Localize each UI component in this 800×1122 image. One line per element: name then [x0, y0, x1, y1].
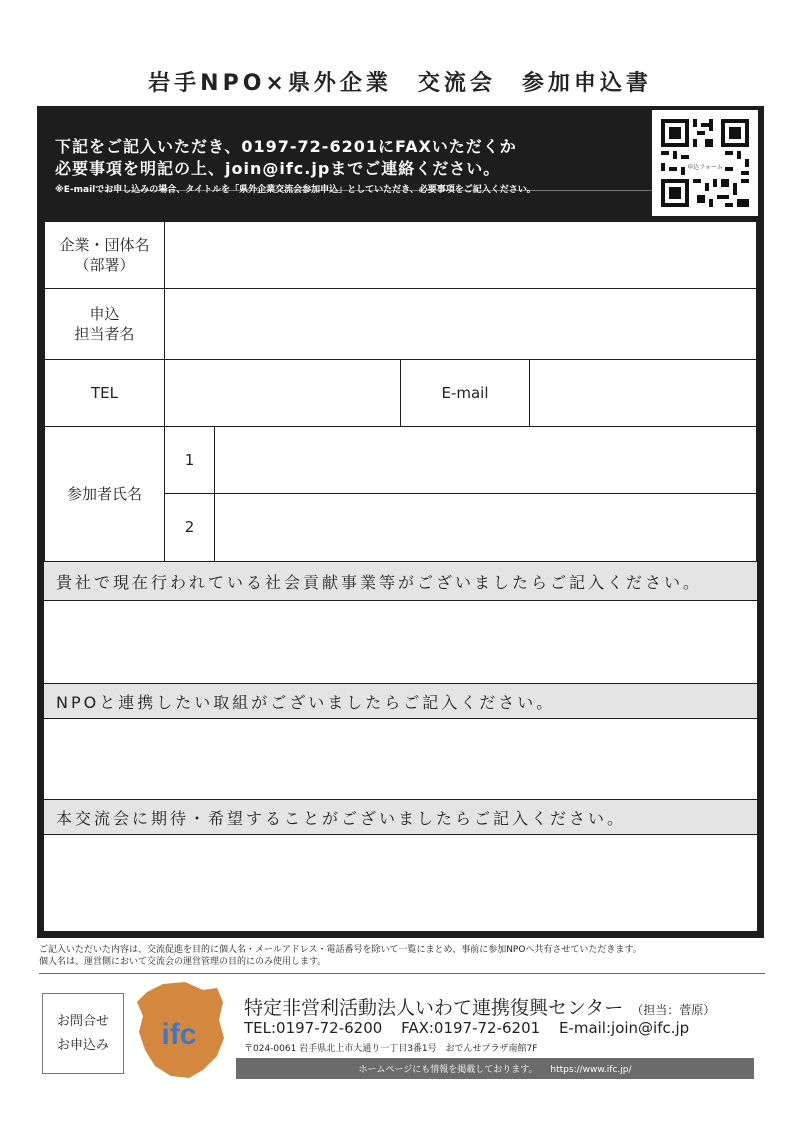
tel-field[interactable]: [164, 359, 401, 427]
qr-label: 申込フォーム: [685, 162, 725, 171]
question-expectations-heading: 本交流会に期待・希望することがございましたらご記入ください。: [44, 799, 757, 835]
org-contacts: TEL:0197-72-6200 FAX:0197-72-6201 E-mail:join@ifc.jp: [244, 1019, 690, 1037]
participant-number-2: 2: [164, 493, 215, 562]
footer-divider: [39, 973, 765, 974]
privacy-line-2: 個人名は、運営側において交流会の運営管理の目的にのみ使用します。: [39, 957, 327, 967]
page-title: 岩手NPO×県外企業 交流会 参加申込書: [148, 71, 652, 96]
company-name-field[interactable]: [164, 221, 757, 289]
privacy-notice: [39, 944, 642, 968]
question-csr-answer[interactable]: [44, 601, 757, 683]
contact-box: [42, 993, 124, 1074]
email-label: E-mail: [400, 359, 530, 427]
contact-person: （担当：菅原）: [631, 1003, 716, 1017]
logo-text: ifc: [161, 1018, 197, 1051]
company-name-label: 企業・団体名 （部署）: [44, 221, 165, 289]
qr-code[interactable]: [652, 110, 758, 216]
participant-2-field[interactable]: [214, 493, 757, 562]
question-csr-heading: 貴社で現在行われている社会貢献事業等がございましたらご記入ください。: [44, 561, 757, 601]
instruction-line-1: 下記をご記入いただき、0197-72-6201にFAXいただくか: [55, 137, 517, 156]
org-name-text: 特定非営利活動法人いわて連携復興センター: [244, 997, 624, 1019]
apply-label: お申込み: [56, 1037, 109, 1053]
participant-1-field[interactable]: [214, 426, 757, 494]
privacy-line-1: ご記入いただいた内容は、交流促進を目的に個人名・メールアドレス・電話番号を除いて一覧にまとめ、事前に参加NPOへ共有させていただきます。: [39, 945, 642, 955]
inquiry-label: お問合せ: [56, 1013, 109, 1029]
question-npo-collab-answer[interactable]: [44, 719, 757, 799]
question-npo-collab-heading: NPOと連携したい取組がございましたらご記入ください。: [44, 683, 757, 719]
participant-number-1: 1: [164, 426, 215, 494]
email-field[interactable]: [529, 359, 757, 427]
form-body: [44, 221, 757, 931]
org-name: [244, 993, 715, 1020]
instruction-line-2: 必要事項を明記の上、join@ifc.jpまでご連絡ください。: [55, 159, 501, 178]
ifc-logo: [133, 980, 225, 1080]
form-header: [37, 106, 764, 221]
applicant-name-label: 申込 担当者名: [44, 288, 165, 360]
participants-label: 参加者氏名: [44, 426, 165, 562]
homepage-banner[interactable]: ホームページにも情報を掲載しております。 https://www.ifc.jp/: [236, 1058, 754, 1079]
email-note: ※E-mailでお申し込みの場合、タイトルを「県外企業交流会参加申込」としていただき、必要事項をご記入ください。: [55, 185, 536, 195]
tel-label: TEL: [44, 359, 165, 427]
applicant-name-field[interactable]: [164, 288, 757, 360]
org-address: 〒024-0061 岩手県北上市大通り一丁目3番1号 おでんせプラザ南館7F: [244, 1044, 538, 1054]
question-expectations-answer[interactable]: [44, 835, 757, 931]
application-form-frame: [37, 106, 764, 938]
